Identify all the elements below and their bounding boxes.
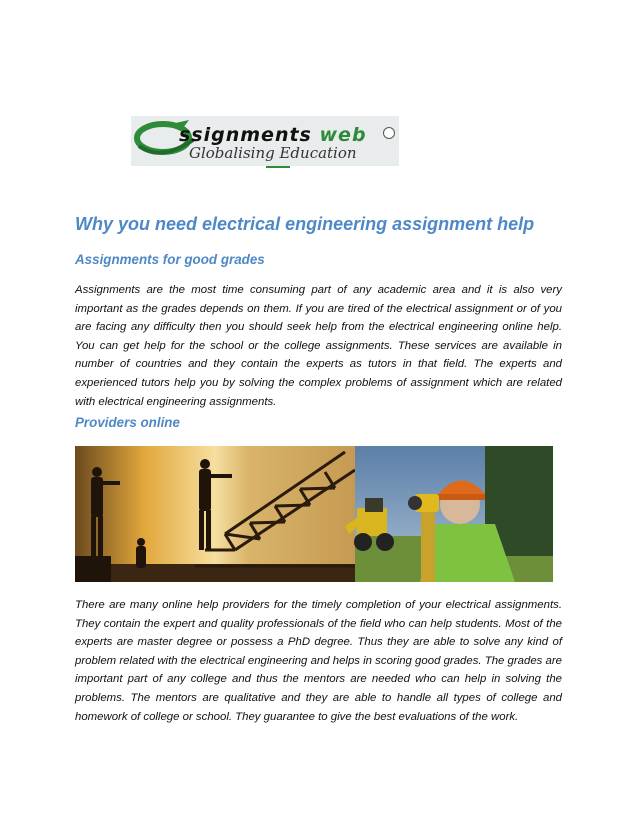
- page-title: Why you need electrical engineering assignment help: [75, 214, 535, 234]
- company-logo: [131, 116, 399, 166]
- section-heading-providers: Providers online: [75, 415, 180, 430]
- paragraph-grades: Assignments are the most time consuming part of any academic area and it is also very important as the grades depends on them. If you are tired of the electrical assignment or of you are facing any difficulty then you should seek help from the electrical engineering online help. You can get help for the school or the college assignments. These services are available in number of countries and they contain the experts as tutors in that field. The experts and experienced tutors help you by solving the complex problems of assignment which are related with electrical engineering assignments.: [75, 284, 562, 408]
- logo-brand: [179, 124, 367, 146]
- logo-brand-main: ssignments: [179, 124, 312, 146]
- logo-stamp-icon: [383, 127, 395, 139]
- paragraph-providers: There are many online help providers for the timely completion of your electrical assignments. They contain the expert and quality professionals of the field who can help students. Most of the experts are master degree or possess a PhD degree. Thus they are able to solve any kind of problem related with the electrical engineering and helps in scoring good grades. The grades are important part of any college and thus the mentors are needed who can help in solving the problems. The mentors are qualitative and they are able to handle all types of college and homework of college or school. They guarantee to give the best evaluations of the work.: [75, 599, 562, 723]
- section-heading-grades: Assignments for good grades: [75, 252, 265, 267]
- logo-tagline: Globalising Education: [189, 144, 357, 162]
- logo-brand-web: web: [319, 124, 367, 146]
- logo-divider: [266, 166, 290, 168]
- engineering-photo: [75, 446, 553, 582]
